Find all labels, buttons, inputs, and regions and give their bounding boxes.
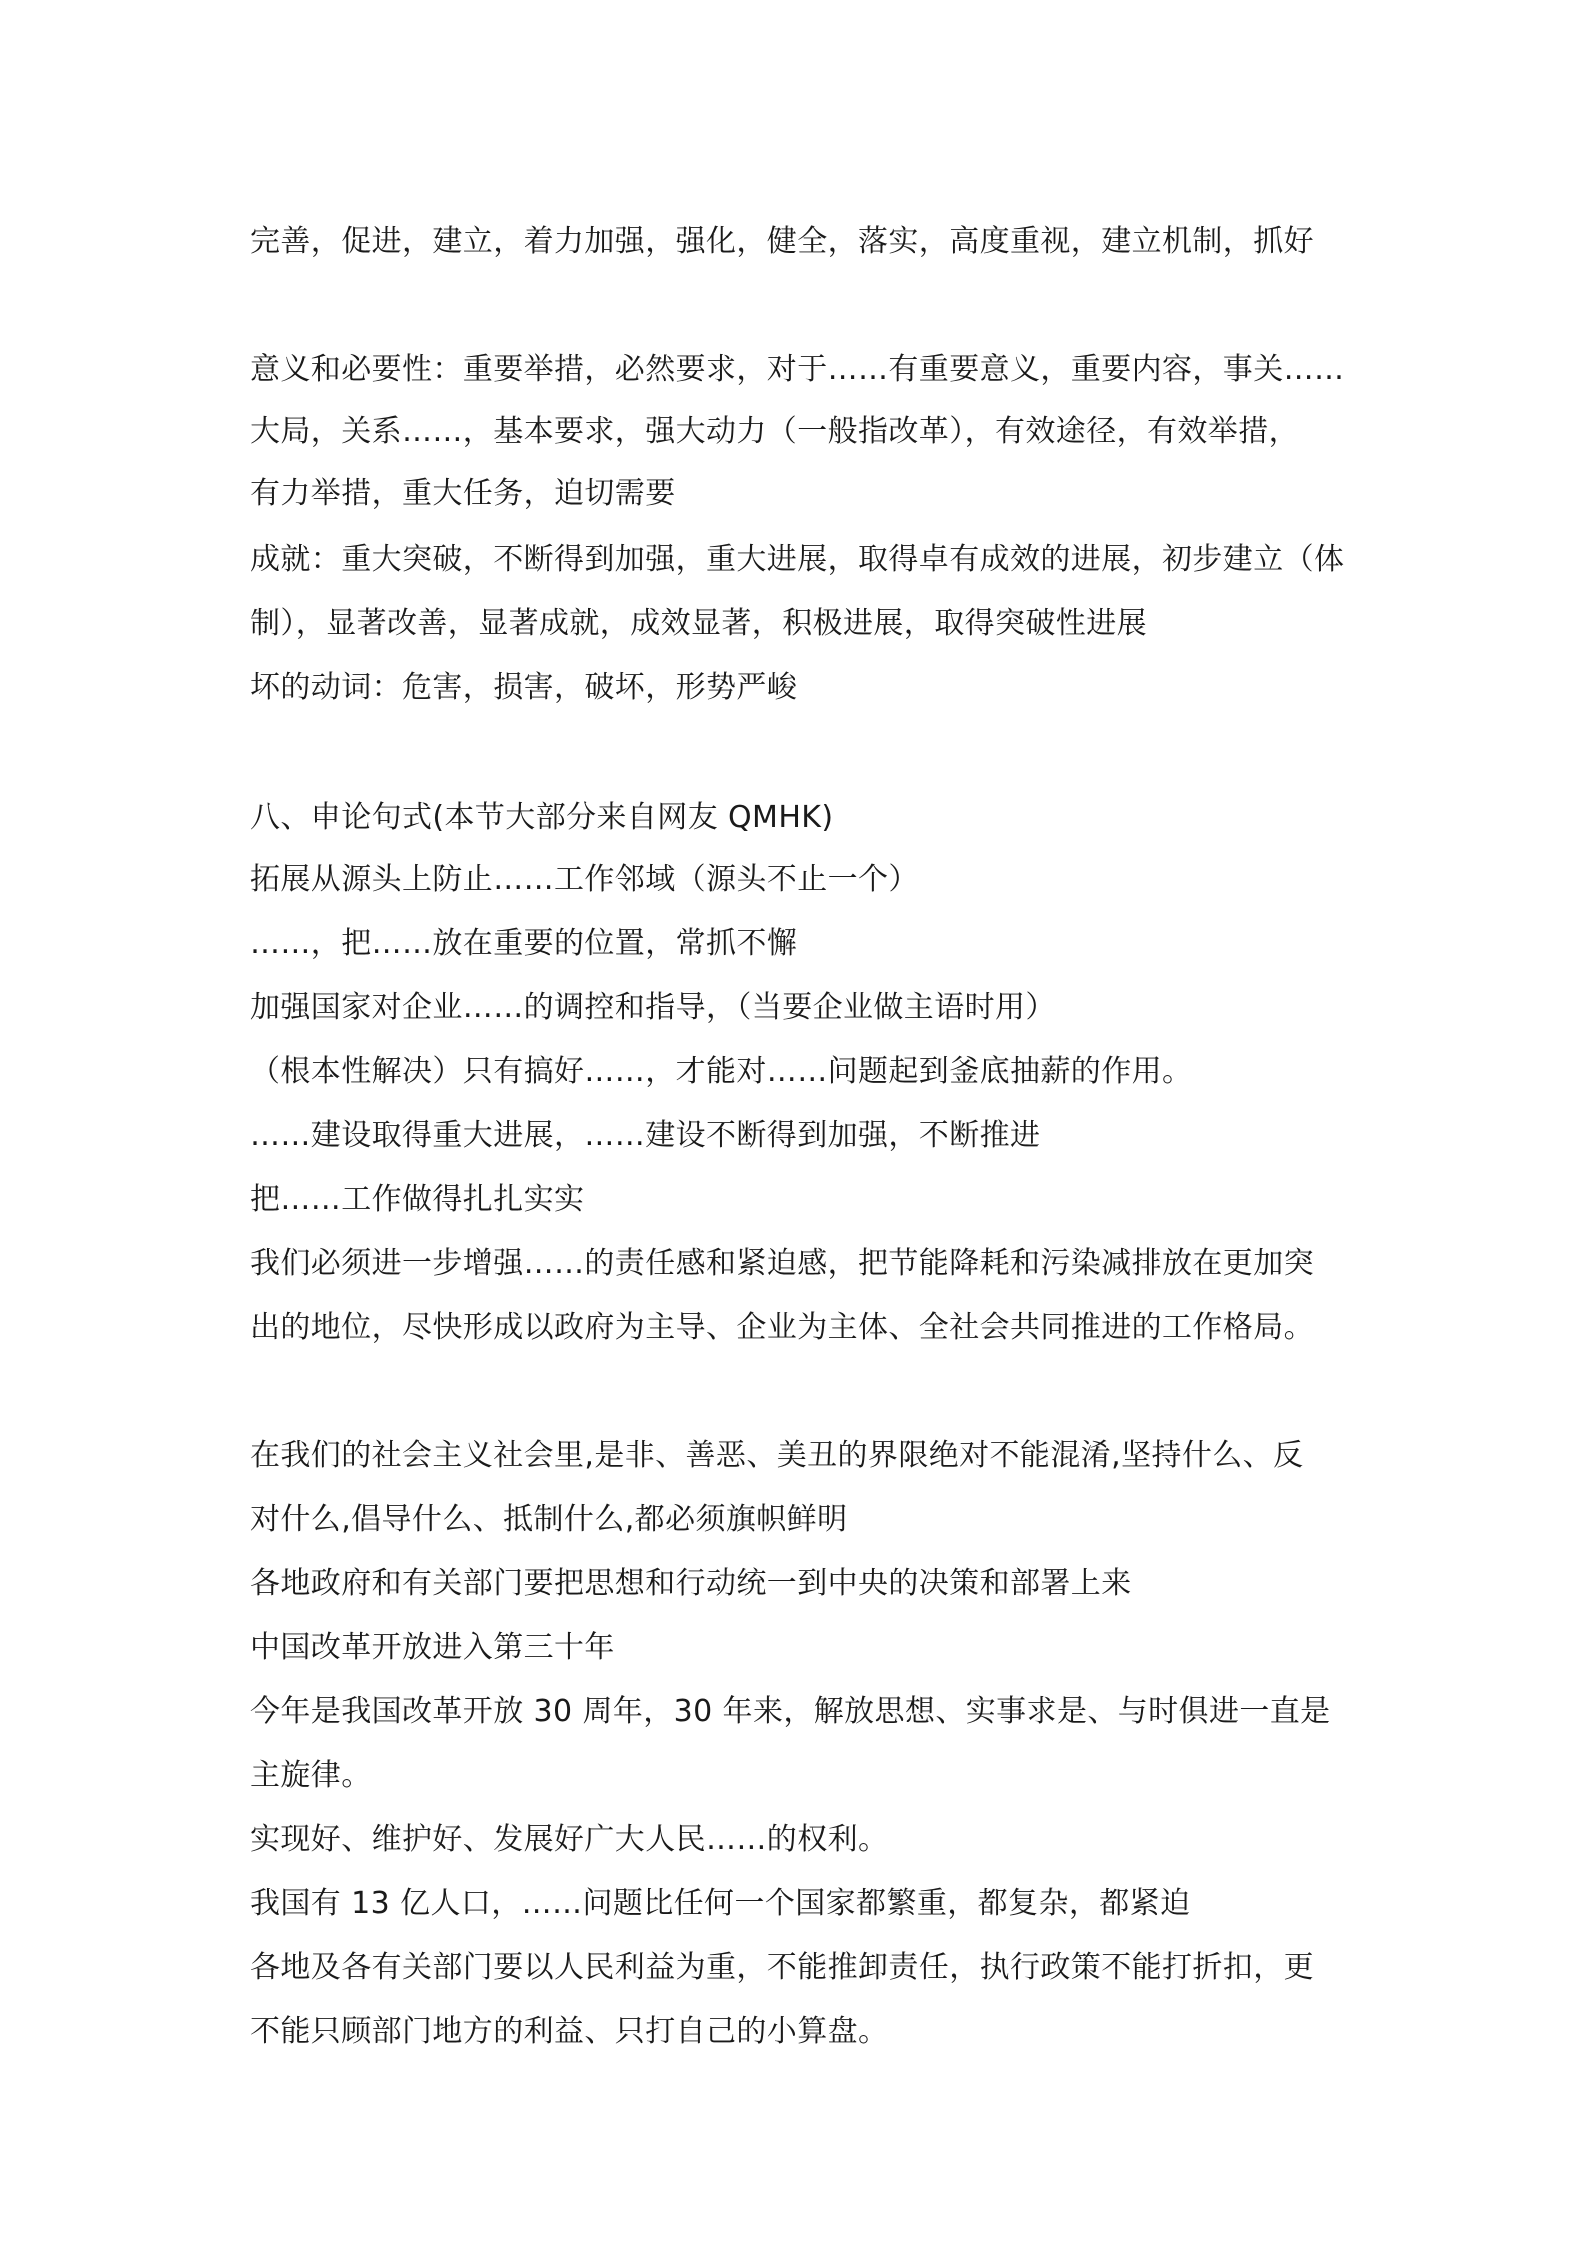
text-line-9: 拓展从源头上防止……工作邻域（源头不止一个） xyxy=(250,862,919,897)
text-line-24: 我国有 13 亿人口，……问题比任何一个国家都繁重，都复杂，都紧迫 xyxy=(250,1886,1191,1921)
text-line-25: 各地及各有关部门要以人民利益为重，不能推卸责任，执行政策不能打折扣，更 xyxy=(250,1950,1314,1985)
text-line-11: 加强国家对企业……的调控和指导，（当要企业做主语时用） xyxy=(250,990,1056,1025)
text-line-13: ……建设取得重大进展，……建设不断得到加强，不断推进 xyxy=(250,1118,1041,1153)
text-line-12: （根本性解决）只有搞好……，才能对……问题起到釜底抽薪的作用。 xyxy=(250,1054,1193,1089)
text-line-16: 出的地位，尽快形成以政府为主导、企业为主体、全社会共同推进的工作格局。 xyxy=(250,1310,1314,1345)
text-line-26: 不能只顾部门地方的利益、只打自己的小算盘。 xyxy=(250,2014,889,2049)
text-line-10: ……，把……放在重要的位置，常抓不懈 xyxy=(250,926,798,961)
text-line-5: 成就：重大突破，不断得到加强，重大进展，取得卓有成效的进展，初步建立（体 xyxy=(250,542,1345,577)
text-line-21: 今年是我国改革开放 30 周年，30 年来，解放思想、实事求是、与时俱进一直是 xyxy=(250,1694,1331,1729)
text-line-20: 中国改革开放进入第三十年 xyxy=(250,1630,615,1665)
text-line-18: 对什么,倡导什么、抵制什么,都必须旗帜鲜明 xyxy=(250,1502,848,1537)
text-line-22: 主旋律。 xyxy=(250,1758,372,1793)
text-line-14: 把……工作做得扎扎实实 xyxy=(250,1182,585,1217)
text-line-2: 意义和必要性：重要举措，必然要求，对于……有重要意义，重要内容，事关…… xyxy=(250,352,1345,387)
text-line-17: 在我们的社会主义社会里,是非、善恶、美丑的界限绝对不能混淆,坚持什么、反 xyxy=(250,1438,1304,1473)
text-line-15: 我们必须进一步增强……的责任感和紧迫感，把节能降耗和污染减排放在更加突 xyxy=(250,1246,1314,1281)
text-line-6: 制），显著改善，显著成就，成效显著，积极进展，取得突破性进展 xyxy=(250,606,1147,641)
text-line-23: 实现好、维护好、发展好广大人民……的权利。 xyxy=(250,1822,889,1857)
text-line-3: 大局，关系……，基本要求，强大动力（一般指改革），有效途径，有效举措， xyxy=(250,414,1299,449)
text-line-7: 坏的动词：危害，损害，破坏，形势严峻 xyxy=(250,670,798,705)
text-line-1: 完善，促进，建立，着力加强，强化，健全，落实，高度重视，建立机制，抓好 xyxy=(250,224,1314,259)
section-heading: 八、申论句式(本节大部分来自网友 QMHK) xyxy=(250,800,834,835)
text-line-4: 有力举措，重大任务，迫切需要 xyxy=(250,476,676,511)
text-line-19: 各地政府和有关部门要把思想和行动统一到中央的决策和部署上来 xyxy=(250,1566,1132,1601)
